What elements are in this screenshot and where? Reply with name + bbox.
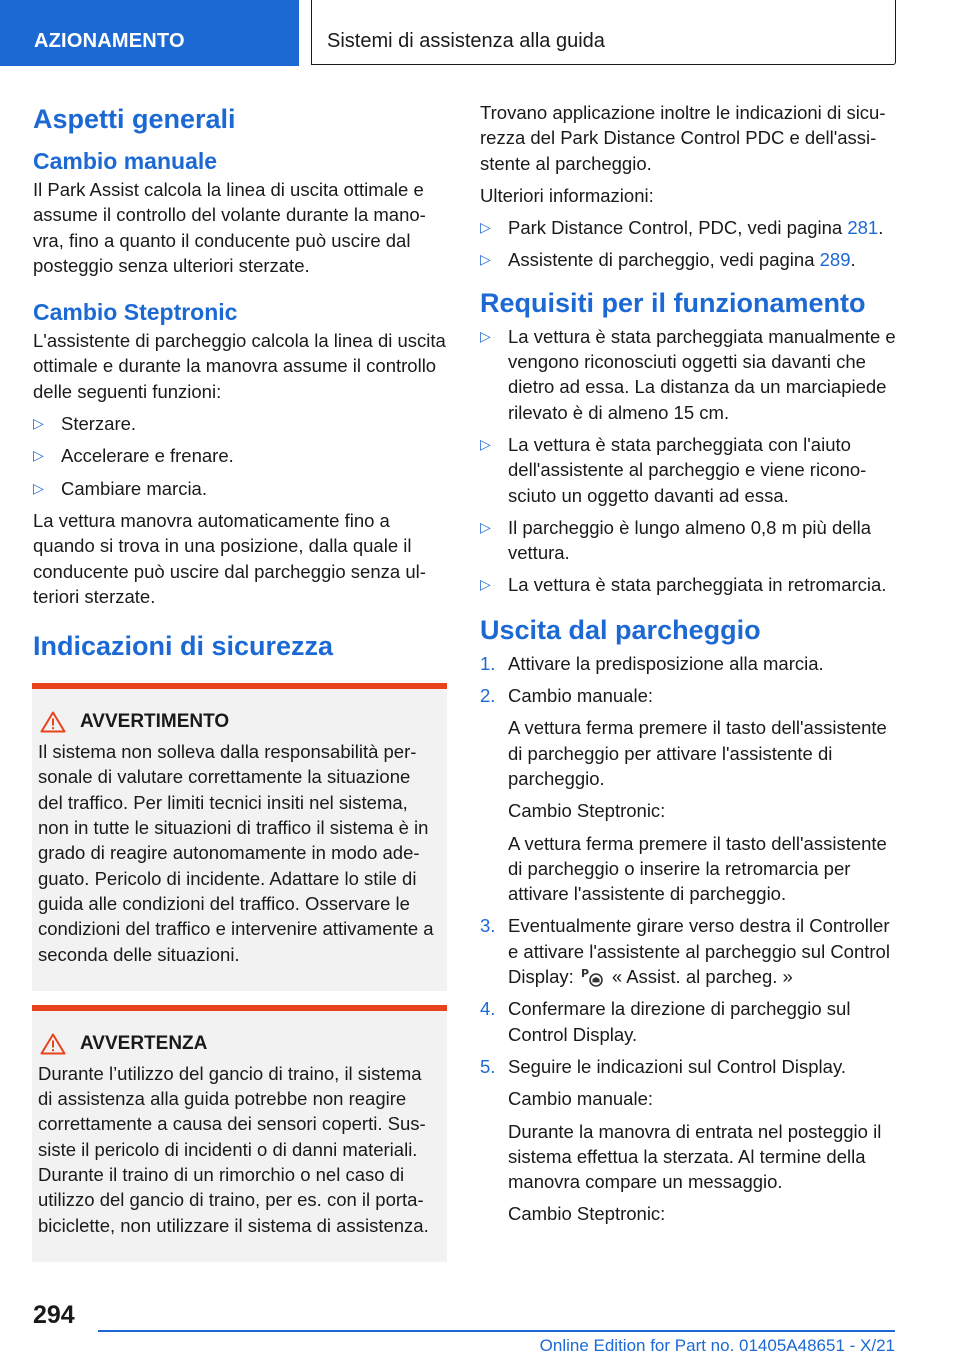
list-item: 1. Attivare la predisposizione alla marcia. — [480, 651, 900, 676]
triangle-bullet-icon: ▷ — [33, 447, 44, 464]
paragraph-more-info: Ulteriori informazioni: — [480, 184, 654, 206]
heading-steptronic: Cambio Steptronic — [33, 299, 238, 326]
header-section-label: AZIONAMENTO — [34, 30, 185, 52]
heading-manual-gearbox: Cambio manuale — [33, 148, 218, 174]
functions-list — [33, 411, 447, 501]
requirements-list — [480, 324, 900, 598]
page-link[interactable]: 281 — [847, 217, 879, 239]
notice-box — [32, 1005, 447, 1262]
triangle-bullet-icon: ▷ — [480, 518, 491, 535]
list-item: 5. Seguire le indicazioni sul Control Display. Cambio manuale: Durante la manovra di entrata nel posteggio il sistema effettua la sterzata. Al termine della manovra compare un messaggio. Cambio Steptronic: — [480, 1055, 882, 1225]
header-chapter-label: Sistemi di assistenza alla guida — [327, 30, 605, 52]
footer-edition: Online Edition for Part no. 01405A48651 - X/21 — [539, 1336, 895, 1355]
footer-divider — [98, 1330, 895, 1332]
heading-safety: Indicazioni di sicurezza — [33, 631, 334, 662]
heading-requirements: Requisiti per il funzionamento — [480, 287, 866, 318]
list-item: ▷ Accelerare e frenare. — [33, 443, 447, 468]
triangle-bullet-icon: ▷ — [480, 435, 491, 452]
triangle-bullet-icon: ▷ — [480, 251, 491, 268]
triangle-bullet-icon: ▷ — [480, 219, 491, 236]
page-number: 294 — [33, 1301, 75, 1329]
triangle-bullet-icon: ▷ — [480, 327, 491, 344]
list-item: ▷ Sterzare. — [33, 411, 447, 436]
paragraph-automatic-maneuver: La vettura manovra automaticamente fino a quando si trova in una posizione, dalla quale il conducente può uscire dal parcheggio senza ulteriori sterzate. — [33, 509, 426, 607]
heading-general: Aspetti generali — [33, 104, 236, 134]
warning-triangle-icon — [40, 1033, 66, 1055]
triangle-bullet-icon: ▷ — [33, 415, 44, 432]
references-list — [480, 215, 900, 273]
warning-box — [32, 683, 447, 991]
paragraph-steptronic: L'assistente di parcheggio calcola la linea di uscita ottimale e durante la manovra assume il controllo delle seguenti funzioni: — [33, 330, 446, 402]
triangle-bullet-icon: ▷ — [33, 479, 44, 496]
notice-title: AVVERTENZA — [80, 1032, 208, 1054]
list-item: 4. Confermare la direzione di parcheggio sul Control Display. — [480, 998, 851, 1045]
triangle-bullet-icon: ▷ — [480, 576, 491, 593]
list-item: 2. Cambio manuale: A vettura ferma premere il tasto dell'assistente di parcheggio per attivare l'assistente di parcheggio. Cambio Steptronic: A vettura ferma premere il tasto dell'assistente di parcheggio o inserire la retromarcia per attivare l'assistente di parcheggio. — [480, 685, 887, 905]
warning-triangle-icon — [40, 711, 66, 733]
list-item: ▷ La vettura è stata parcheggiata in retromarcia. — [480, 572, 900, 597]
right-column — [480, 100, 900, 1234]
list-item: ▷ Park Distance Control, PDC, vedi pagina 281. — [480, 215, 900, 240]
heading-exit-parking: Uscita dal parcheggio — [480, 614, 761, 645]
step-number: 3. — [480, 915, 496, 937]
list-item: ▷ La vettura è stata parcheggiata manualmente e vengono riconosciuti oggetti sia davanti che dietro ad essa. La distanza da un marciapiede rilevato è di almeno 15 cm. — [480, 325, 896, 423]
header-chapter-tab — [311, 0, 896, 65]
step-number: 1. — [480, 652, 496, 674]
left-column — [33, 100, 447, 1262]
list-item: ▷ Il parcheggio è lungo almeno 0,8 m più della vettura. — [480, 516, 872, 564]
list-item: 3. Eventualmente girare verso destra il Controller e attivare l'assistente al parcheggio sul Control Display: P « Assist. al parcheg. » — [480, 915, 890, 988]
paragraph-intro: Trovano applicazione inoltre le indicazioni di sicurezza del Park Distance Control PDC e dell'assistente al parcheggio. — [480, 102, 886, 174]
list-item: ▷ Assistente di parcheggio, vedi pagina 289. — [480, 247, 900, 272]
page-link[interactable]: 289 — [819, 249, 851, 271]
steps-list — [480, 651, 900, 1227]
list-item: ▷ Cambiare marcia. — [33, 476, 447, 501]
step-number: 5. — [480, 1055, 496, 1077]
svg-text:P: P — [580, 967, 589, 981]
warning-text: Il sistema non solleva dalla responsabilità personale di valutare correttamente la situazione del traffico. Per limiti tecnici insiti nel sistema, non in tutte le situazioni di traffico il sistema è in grado di reagire autonomamente in modo adeguato. Pericolo di incidente. Adattare lo stile di guida alle condizioni del traffico. Osservare le condizioni del traffico e intervenire attivamente a seconda delle situazioni. — [38, 741, 434, 965]
step-number: 4. — [480, 998, 496, 1020]
parking-assistant-icon — [580, 966, 606, 988]
paragraph-manual-gearbox: Il Park Assist calcola la linea di uscita ottimale e assume il controllo del volante durante la manovra, fino a quanto il conducente può uscire dal posteggio senza ulteriori sterzate. — [33, 179, 426, 276]
warning-title: AVVERTIMENTO — [80, 711, 230, 733]
notice-text: Durante l’utilizzo del gancio di traino, il sistema di assistenza alla guida potrebbe non reagire correttamente a causa dei sensori coperti. Sussiste il pericolo di incidenti o di danni materiali. Durante il traino di un rimorchio o nel caso di utilizzo del gancio di traino, per es. con il portabiciclette, non utilizzare il sistema di assistenza. — [38, 1062, 429, 1236]
header-section-tab — [0, 0, 299, 66]
step-number: 2. — [480, 685, 496, 707]
list-item: ▷ La vettura è stata parcheggiata con l'aiuto dell'assistente al parcheggio e viene riconosciuto un oggetto davanti ad essa. — [480, 433, 867, 506]
